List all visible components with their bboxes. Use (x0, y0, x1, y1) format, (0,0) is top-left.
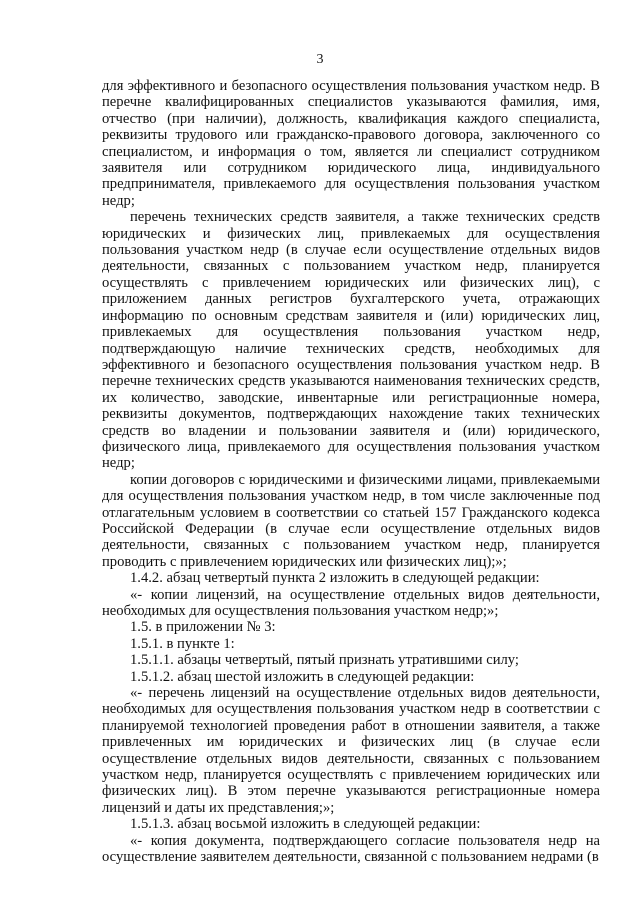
page-number: 3 (316, 52, 324, 67)
paragraph: 1.5.1.2. абзац шестой изложить в следующей редакции: (130, 668, 475, 685)
paragraph: 1.5.1.1. абзацы четвертый, пятый признать утратившими силу; (130, 652, 519, 669)
paragraph: перечень технических средств заявителя, а также технических средств юридических и физических лиц, привлекаемых для осуществления пользования участком недр (в случае если осуществление отдельных видов деятельности, связанных с пользованием участком недр, планируется осуществлять с привлечением юридических или физических лиц), с приложением данных регистров бухгалтерского учета, отражающих информацию по основным средствам заявителя и (или) юридических лиц, привлекаемых для осуществления пользования участком недр, подтверждающую наличие технических средств, необходимых для эффективного и безопасного осуществления пользования участком недр. В перечне технических средств указываются наименования технических средств, их количество, заводские, инвентарные или регистрационные номера, реквизиты документов, подтверждающих нахождение таких технических средств во владении и пользовании заявителя и (или) юридического, физического лица, привлекаемого для осуществления пользования участком недр; (102, 209, 600, 472)
paragraph: для эффективного и безопасного осуществления пользования участком недр. В перечне квалифицированных специалистов указываются фамилия, имя, отчество (при наличии), должность, квалификация каждого специалиста, реквизиты трудового или гражданско-правового договора, заключенного со специалистом, и информация о том, является ли специалист сотрудником заявителя или сотрудником юридического лица, индивидуального предпринимателя, привлекаемого для осуществления пользования участком недр; (102, 78, 600, 209)
paragraph: 1.5.1.3. абзац восьмой изложить в следующей редакции: (130, 816, 481, 833)
paragraph: 1.5. в приложении № 3: (130, 619, 276, 636)
paragraph: 1.4.2. абзац четвертый пункта 2 изложить в следующей редакции: (130, 570, 540, 587)
paragraph: «- перечень лицензий на осуществление отдельных видов деятельности, необходимых для осуществления пользования участком недр в соответствии с планируемой технологией проведения работ в отношении заявителя, а также привлеченных им юридических и физических лиц (в случае если осуществление отдельных видов деятельности, связанных с пользованием участком недр, планируется осуществлять с привлечением юридических или физических лиц). В этом перечне указываются регистрационные номера лицензий и даты их представления;»; (102, 685, 600, 816)
paragraph: 1.5.1. в пункте 1: (130, 635, 235, 652)
paragraph: «- копии лицензий, на осуществление отдельных видов деятельности, необходимых для осуществления пользования участком недр;»; (102, 586, 600, 619)
paragraph: «- копия документа, подтверждающего согласие пользователя недр на осуществление заявителем деятельности, связанной с пользованием недрами (в (102, 832, 600, 866)
document-body (102, 78, 600, 866)
paragraph: копии договоров с юридическими и физическими лицами, привлекаемыми для осуществления пользования участком недр, в том числе заключенные под отлагательным условием в соответствии со статьей 157 Гражданского кодекса Российской Федерации (в случае если осуществление отдельных видов деятельности, связанных с пользованием участком недр, планируется проводить с привлечением юридических или физических лиц);»; (102, 471, 600, 570)
